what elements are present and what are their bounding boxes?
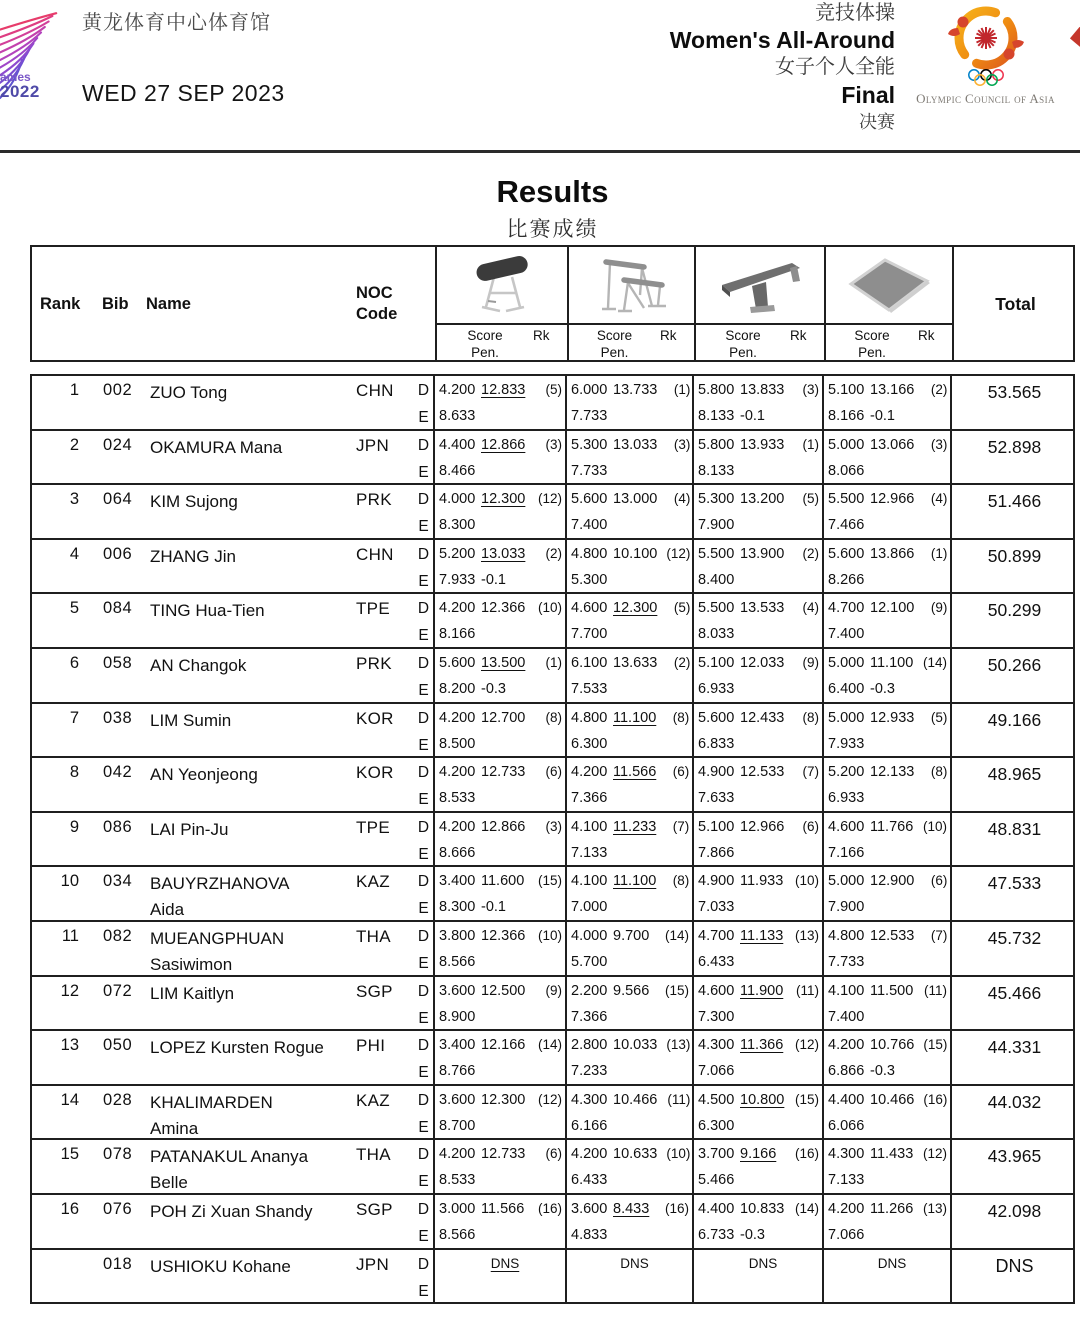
rk-label: Rk bbox=[790, 328, 807, 343]
bib-cell: 058 bbox=[103, 653, 133, 672]
total-cell: 47.533 bbox=[987, 873, 1042, 894]
de-label-cell bbox=[414, 649, 435, 704]
rank-cell: 11 bbox=[61, 926, 79, 945]
apparatus-cell-uneven-bars: 6.000 13.733 (1) 7.733 bbox=[567, 376, 694, 431]
rk-label: Rk bbox=[918, 328, 935, 343]
apparatus-cell-vault: 3.400 12.166 (14) 8.766 bbox=[435, 1031, 567, 1086]
column-header-total: Total bbox=[952, 247, 1077, 361]
apparatus-cell-floor: 4.700 12.100 (9) 7.400 bbox=[824, 594, 952, 649]
name-cell bbox=[142, 813, 350, 868]
apparatus-cell-vault: 4.200 12.700 (8) 8.500 bbox=[435, 704, 567, 759]
name-line1: KIM Sujong bbox=[150, 492, 238, 512]
d-label: D bbox=[417, 1255, 430, 1273]
e-label: E bbox=[418, 1009, 429, 1027]
apparatus-cell-balance-beam: 5.500 13.900 (2) 8.400 bbox=[694, 540, 824, 595]
total-cell: 49.166 bbox=[987, 709, 1042, 730]
bib-cell: 028 bbox=[103, 1090, 133, 1109]
de-label-cell bbox=[414, 758, 435, 813]
rank-cell: 6 bbox=[69, 653, 79, 672]
d-label: D bbox=[417, 436, 430, 454]
noc-cell: PRK bbox=[356, 653, 392, 673]
e-label: E bbox=[418, 572, 429, 590]
apparatus-cell-vault: DNS bbox=[435, 1250, 567, 1305]
name-line1: POH Zi Xuan Shandy bbox=[150, 1201, 313, 1221]
table-row bbox=[32, 1031, 1073, 1086]
phase-title-cn: 决赛 bbox=[859, 112, 895, 132]
table-row bbox=[32, 594, 1073, 649]
column-header-rank: Rank bbox=[40, 295, 81, 313]
e-label: E bbox=[418, 1118, 429, 1136]
apparatus-cell-balance-beam: 4.400 10.833 (14) 6.733 -0.3 bbox=[694, 1195, 824, 1250]
noc-cell: THA bbox=[356, 1145, 391, 1165]
olympic-rings-icon bbox=[968, 70, 1002, 85]
d-label: D bbox=[417, 927, 430, 945]
apparatus-cell-vault: 4.200 12.733 (6) 8.533 bbox=[435, 758, 567, 813]
apparatus-cell-balance-beam: 4.300 11.366 (12) 7.066 bbox=[694, 1031, 824, 1086]
de-label-cell bbox=[414, 977, 435, 1032]
e-label: E bbox=[418, 900, 429, 918]
apparatus-cell-balance-beam: 5.500 13.533 (4) 8.033 bbox=[694, 594, 824, 649]
name-line1: ZHANG Jin bbox=[150, 546, 236, 566]
floor-exercise-icon bbox=[845, 256, 933, 314]
apparatus-cell-balance-beam: 4.900 11.933 (10) 7.033 bbox=[694, 867, 824, 922]
apparatus-cell-uneven-bars: 4.100 11.233 (7) 7.133 bbox=[567, 813, 694, 868]
total-cell: 50.899 bbox=[987, 545, 1042, 566]
balance-beam-icon bbox=[712, 253, 808, 317]
e-label: E bbox=[418, 954, 429, 972]
hangzhou-2022-games-logo bbox=[0, 2, 70, 114]
rank-cell: 5 bbox=[69, 599, 79, 618]
table-row bbox=[32, 1140, 1073, 1195]
de-label-cell bbox=[414, 376, 435, 431]
total-cell: 50.299 bbox=[987, 600, 1042, 621]
total-cell: DNS bbox=[995, 1255, 1034, 1276]
name-line1: ZUO Tong bbox=[150, 383, 228, 402]
noc-cell: JPN bbox=[356, 1254, 390, 1274]
apparatus-cell-balance-beam: 5.300 13.200 (5) 7.900 bbox=[694, 485, 824, 540]
name-cell bbox=[142, 649, 350, 704]
de-label-cell bbox=[414, 1140, 435, 1195]
event-date: WED 27 SEP 2023 bbox=[82, 80, 285, 106]
total-cell: 48.831 bbox=[987, 818, 1042, 839]
header-left-cell bbox=[32, 247, 435, 361]
apparatus-cell-floor: 5.200 12.133 (8) 6.933 bbox=[824, 758, 952, 813]
noc-cell: KOR bbox=[356, 763, 394, 783]
name-cell bbox=[142, 867, 350, 922]
name-cell bbox=[142, 704, 350, 759]
total-cell: 48.965 bbox=[987, 764, 1042, 785]
e-label: E bbox=[418, 1173, 429, 1191]
apparatus-cell-floor: 4.800 12.533 (7) 7.733 bbox=[824, 922, 952, 977]
apparatus-cell-balance-beam: 5.100 12.033 (9) 6.933 bbox=[694, 649, 824, 704]
noc-cell: CHN bbox=[356, 381, 394, 400]
apparatus-cell-uneven-bars: 4.600 12.300 (5) 7.700 bbox=[567, 594, 694, 649]
noc-label-line2: Code bbox=[356, 305, 398, 323]
total-cell: 50.266 bbox=[987, 654, 1042, 675]
apparatus-cell-floor: 5.000 12.900 (6) 7.900 bbox=[824, 867, 952, 922]
de-label-cell bbox=[414, 540, 435, 595]
pen-label: Pen. bbox=[471, 345, 499, 360]
apparatus-cell-balance-beam: 4.500 10.800 (15) 6.300 bbox=[694, 1086, 824, 1141]
noc-cell: TPE bbox=[356, 599, 390, 619]
total-cell: 52.898 bbox=[987, 436, 1042, 457]
name-line1: LOPEZ Kursten Rogue bbox=[150, 1038, 324, 1058]
name-line1: OKAMURA Mana bbox=[150, 437, 283, 457]
name-line1: AN Changok bbox=[150, 655, 247, 675]
name-cell bbox=[142, 1250, 350, 1305]
bib-cell: 042 bbox=[103, 763, 133, 782]
d-label: D bbox=[417, 1146, 430, 1164]
apparatus-cell-uneven-bars: 4.800 11.100 (8) 6.300 bbox=[567, 704, 694, 759]
name-line1: TING Hua-Tien bbox=[150, 601, 265, 621]
pen-label: Pen. bbox=[729, 345, 757, 360]
games-logo-year: 2022 bbox=[0, 82, 40, 101]
name-cell bbox=[142, 1140, 350, 1195]
table-row bbox=[32, 1195, 1073, 1250]
name-cell bbox=[142, 1195, 350, 1250]
apparatus-cell-uneven-bars: 6.100 13.633 (2) 7.533 bbox=[567, 649, 694, 704]
d-label: D bbox=[417, 1037, 430, 1055]
rank-cell: 2 bbox=[69, 435, 79, 454]
name-cell bbox=[142, 1086, 350, 1141]
rank-cell: 9 bbox=[69, 817, 79, 836]
apparatus-cell-vault: 3.800 12.366 (10) 8.566 bbox=[435, 922, 567, 977]
rank-cell: 8 bbox=[69, 763, 79, 782]
apparatus-cell-floor: 5.600 13.866 (1) 8.266 bbox=[824, 540, 952, 595]
bib-cell: 072 bbox=[103, 981, 133, 1000]
clipped-right-logo bbox=[1070, 27, 1080, 48]
total-cell: 44.331 bbox=[987, 1037, 1042, 1058]
rank-cell: 1 bbox=[69, 381, 79, 399]
de-label-cell bbox=[414, 813, 435, 868]
name-cell bbox=[142, 376, 350, 431]
name-cell bbox=[142, 485, 350, 540]
e-label: E bbox=[418, 791, 429, 809]
apparatus-cell-balance-beam: 4.700 11.133 (13) 6.433 bbox=[694, 922, 824, 977]
apparatus-cell-vault: 4.200 12.833 (5) 8.633 bbox=[435, 376, 567, 431]
bib-cell: 084 bbox=[103, 599, 133, 618]
name-cell bbox=[142, 922, 350, 977]
pen-label: Pen. bbox=[858, 345, 886, 360]
apparatus-cell-uneven-bars: 5.300 13.033 (3) 7.733 bbox=[567, 431, 694, 486]
noc-cell: KAZ bbox=[356, 872, 390, 892]
d-label: D bbox=[417, 654, 430, 672]
de-label-cell bbox=[414, 1031, 435, 1086]
oca-logo bbox=[908, 2, 1063, 107]
apparatus-cell-balance-beam: 5.800 13.833 (3) 8.133 -0.1 bbox=[694, 376, 824, 431]
table-row bbox=[32, 1250, 1073, 1305]
de-label-cell bbox=[414, 431, 435, 486]
name-cell bbox=[142, 977, 350, 1032]
bib-cell: 006 bbox=[103, 544, 133, 563]
apparatus-cell-uneven-bars: 4.300 10.466 (11) 6.166 bbox=[567, 1086, 694, 1141]
apparatus-cell-vault: 5.200 13.033 (2) 7.933 -0.1 bbox=[435, 540, 567, 595]
apparatus-cell-uneven-bars: 2.200 9.566 (15) 7.366 bbox=[567, 977, 694, 1032]
apparatus-cell-vault: 3.600 12.300 (12) 8.700 bbox=[435, 1086, 567, 1141]
sport-title-cn: 竞技体操 bbox=[815, 2, 895, 24]
name-line1: LIM Kaitlyn bbox=[150, 983, 235, 1003]
apparatus-cell-balance-beam: 5.800 13.933 (1) 8.133 bbox=[694, 431, 824, 486]
bib-cell: 050 bbox=[103, 1036, 133, 1055]
apparatus-cell-uneven-bars: 5.600 13.000 (4) 7.400 bbox=[567, 485, 694, 540]
apparatus-cell-floor: 5.000 12.933 (5) 7.933 bbox=[824, 704, 952, 759]
score-label: Score bbox=[725, 328, 761, 343]
bib-cell: 078 bbox=[103, 1145, 133, 1164]
apparatus-cell-uneven-bars: 2.800 10.033 (13) 7.233 bbox=[567, 1031, 694, 1086]
apparatus-cell-vault: 4.200 12.866 (3) 8.666 bbox=[435, 813, 567, 868]
noc-cell: CHN bbox=[356, 544, 394, 564]
bib-cell: 018 bbox=[103, 1254, 133, 1273]
apparatus-cell-balance-beam: 5.100 12.966 (6) 7.866 bbox=[694, 813, 824, 868]
de-label-cell bbox=[414, 867, 435, 922]
total-cell: 42.098 bbox=[987, 1200, 1042, 1221]
total-cell: 53.565 bbox=[987, 382, 1042, 402]
header-divider bbox=[0, 150, 1080, 153]
de-label-cell bbox=[414, 485, 435, 540]
name-cell bbox=[142, 431, 350, 486]
e-label: E bbox=[418, 518, 429, 536]
results-table bbox=[30, 245, 1075, 1304]
name-cell bbox=[142, 540, 350, 595]
oca-emblem-icon bbox=[911, 2, 1061, 88]
score-label: Score bbox=[596, 328, 633, 343]
apparatus-cell-balance-beam: 3.700 9.166 (16) 5.466 bbox=[694, 1140, 824, 1195]
table-row bbox=[32, 376, 1073, 431]
apparatus-cell-balance-beam: 4.600 11.900 (11) 7.300 bbox=[694, 977, 824, 1032]
name-line2: Amina bbox=[150, 1118, 199, 1138]
e-label: E bbox=[418, 736, 429, 754]
d-label: D bbox=[417, 600, 430, 618]
bib-cell: 086 bbox=[103, 817, 133, 836]
de-label-cell bbox=[414, 594, 435, 649]
de-label-cell bbox=[414, 1086, 435, 1141]
rank-cell: 10 bbox=[60, 872, 79, 891]
rank-cell bbox=[32, 1250, 87, 1305]
total-cell: 45.466 bbox=[987, 982, 1042, 1003]
bib-cell: 002 bbox=[103, 381, 133, 399]
apparatus-cell-floor: 4.400 10.466 (16) 6.066 bbox=[824, 1086, 952, 1141]
apparatus-cell-uneven-bars: 4.100 11.100 (8) 7.000 bbox=[567, 867, 694, 922]
e-label: E bbox=[418, 627, 429, 645]
column-header-floor bbox=[824, 247, 952, 361]
apparatus-cell-uneven-bars: 4.000 9.700 (14) 5.700 bbox=[567, 922, 694, 977]
d-label: D bbox=[417, 873, 430, 891]
apparatus-cell-vault: 4.200 12.366 (10) 8.166 bbox=[435, 594, 567, 649]
event-title-cn: 女子个人全能 bbox=[775, 56, 895, 78]
name-line1: MUEANGPHUAN bbox=[150, 928, 285, 948]
name-line1: BAUYRZHANOVA bbox=[150, 874, 290, 894]
noc-cell: KOR bbox=[356, 708, 394, 728]
column-header-uneven-bars bbox=[567, 247, 694, 361]
phase-title: Final bbox=[841, 82, 895, 108]
apparatus-cell-floor: 4.200 10.766 (15) 6.866 -0.3 bbox=[824, 1031, 952, 1086]
bib-cell: 038 bbox=[103, 708, 133, 727]
rank-cell: 15 bbox=[60, 1145, 79, 1164]
rk-label: Rk bbox=[660, 328, 677, 343]
table-row bbox=[32, 704, 1073, 759]
d-label: D bbox=[417, 545, 430, 563]
name-line1: LAI Pin-Ju bbox=[150, 819, 229, 839]
apparatus-cell-uneven-bars: 4.800 10.100 (12) 5.300 bbox=[567, 540, 694, 595]
name-line1: KHALIMARDEN bbox=[150, 1092, 273, 1112]
apparatus-cell-floor: 5.000 11.100 (14) 6.400 -0.3 bbox=[824, 649, 952, 704]
noc-cell: PRK bbox=[356, 490, 392, 510]
bib-cell: 034 bbox=[103, 872, 133, 891]
page-title-cn: 比赛成绩 bbox=[506, 218, 599, 241]
apparatus-cell-floor: 4.200 11.266 (13) 7.066 bbox=[824, 1195, 952, 1250]
rank-cell: 7 bbox=[69, 708, 79, 727]
table-row bbox=[32, 1086, 1073, 1141]
apparatus-cell-balance-beam: 4.900 12.533 (7) 7.633 bbox=[694, 758, 824, 813]
name-line1: LIM Sumin bbox=[150, 710, 232, 730]
rank-cell: 12 bbox=[60, 981, 79, 1000]
apparatus-cell-vault: 3.400 11.600 (15) 8.300 -0.1 bbox=[435, 867, 567, 922]
pen-label: Pen. bbox=[600, 345, 629, 360]
apparatus-cell-vault: 4.400 12.866 (3) 8.466 bbox=[435, 431, 567, 486]
noc-cell: JPN bbox=[356, 435, 390, 455]
noc-cell: TPE bbox=[356, 817, 390, 837]
rank-cell: 13 bbox=[60, 1036, 79, 1055]
d-label: D bbox=[417, 982, 430, 1000]
e-label: E bbox=[418, 409, 429, 426]
rank-cell: 4 bbox=[69, 544, 79, 563]
name-cell bbox=[142, 1031, 350, 1086]
apparatus-cell-vault: 3.600 12.500 (9) 8.900 bbox=[435, 977, 567, 1032]
event-title-block bbox=[670, 0, 895, 135]
name-line2: Belle bbox=[150, 1173, 188, 1193]
noc-cell: KAZ bbox=[356, 1090, 390, 1110]
apparatus-cell-balance-beam: 5.600 12.433 (8) 6.833 bbox=[694, 704, 824, 759]
table-row bbox=[32, 485, 1073, 540]
apparatus-cell-vault: 5.600 13.500 (1) 8.200 -0.3 bbox=[435, 649, 567, 704]
apparatus-cell-floor: 5.100 13.166 (2) 8.166 -0.1 bbox=[824, 376, 952, 431]
noc-cell: PHI bbox=[356, 1036, 386, 1056]
name-cell bbox=[142, 758, 350, 813]
noc-cell: THA bbox=[356, 926, 391, 946]
d-label: D bbox=[417, 709, 430, 727]
column-header-name: Name bbox=[146, 295, 191, 313]
table-row bbox=[32, 431, 1073, 486]
apparatus-cell-floor: 5.500 12.966 (4) 7.466 bbox=[824, 485, 952, 540]
rank-cell: 14 bbox=[60, 1090, 79, 1109]
de-label-cell bbox=[414, 704, 435, 759]
total-cell: 43.965 bbox=[987, 1146, 1042, 1167]
title-block bbox=[30, 174, 1075, 243]
name-line1: AN Yeonjeong bbox=[150, 765, 258, 785]
e-label: E bbox=[418, 1282, 429, 1300]
e-label: E bbox=[418, 681, 429, 699]
d-label: D bbox=[417, 1200, 430, 1218]
column-header-bib: Bib bbox=[102, 295, 129, 313]
bib-cell: 064 bbox=[103, 490, 133, 509]
event-title: Women's All-Around bbox=[669, 27, 895, 53]
bib-cell: 024 bbox=[103, 435, 133, 454]
apparatus-cell-uneven-bars: 3.600 8.433 (16) 4.833 bbox=[567, 1195, 694, 1250]
e-label: E bbox=[418, 845, 429, 863]
e-label: E bbox=[418, 463, 429, 481]
apparatus-cell-floor: 4.600 11.766 (10) 7.166 bbox=[824, 813, 952, 868]
page-title: Results bbox=[496, 174, 609, 209]
table-row bbox=[32, 540, 1073, 595]
bib-cell: 082 bbox=[103, 926, 133, 945]
total-cell: 44.032 bbox=[987, 1091, 1042, 1112]
apparatus-cell-floor: 5.000 13.066 (3) 8.066 bbox=[824, 431, 952, 486]
table-row bbox=[32, 813, 1073, 868]
d-label: D bbox=[417, 764, 430, 782]
e-label: E bbox=[418, 1064, 429, 1082]
name-cell bbox=[142, 594, 350, 649]
name-line2: Sasiwimon bbox=[150, 954, 233, 974]
rk-label: Rk bbox=[533, 328, 550, 343]
apparatus-cell-uneven-bars: DNS bbox=[567, 1250, 694, 1305]
games-logo-text: ames bbox=[0, 70, 31, 84]
column-header-vault bbox=[435, 247, 567, 361]
apparatus-cell-uneven-bars: 4.200 11.566 (6) 7.366 bbox=[567, 758, 694, 813]
apparatus-cell-uneven-bars: 4.200 10.633 (10) 6.433 bbox=[567, 1140, 694, 1195]
noc-cell: SGP bbox=[356, 1199, 393, 1219]
rank-cell: 3 bbox=[69, 490, 79, 509]
table-row bbox=[32, 758, 1073, 813]
d-label: D bbox=[417, 818, 430, 836]
noc-cell: SGP bbox=[356, 981, 393, 1001]
rank-cell: 16 bbox=[60, 1199, 79, 1218]
name-line1: USHIOKU Kohane bbox=[150, 1256, 291, 1276]
score-label: Score bbox=[467, 328, 503, 343]
venue-name: 黄龙体育中心体育馆 bbox=[82, 12, 271, 34]
results-rows bbox=[30, 374, 1075, 1304]
table-header bbox=[30, 245, 1075, 362]
total-cell: 51.466 bbox=[987, 491, 1042, 512]
table-row bbox=[32, 867, 1073, 922]
uneven-bars-icon bbox=[586, 253, 678, 317]
apparatus-cell-floor: 4.300 11.433 (12) 7.133 bbox=[824, 1140, 952, 1195]
d-label: D bbox=[417, 382, 430, 399]
column-header-balance-beam bbox=[694, 247, 824, 361]
apparatus-cell-floor: 4.100 11.500 (11) 7.400 bbox=[824, 977, 952, 1032]
apparatus-cell-vault: 4.000 12.300 (12) 8.300 bbox=[435, 485, 567, 540]
de-label-cell bbox=[414, 922, 435, 977]
name-line1: PATANAKUL Ananya bbox=[150, 1147, 309, 1167]
total-cell: 45.732 bbox=[987, 927, 1042, 948]
d-label: D bbox=[417, 1091, 430, 1109]
table-row bbox=[32, 649, 1073, 704]
de-label-cell bbox=[414, 1250, 435, 1305]
vault-icon bbox=[462, 253, 542, 317]
noc-label-line1: NOC bbox=[356, 284, 393, 302]
name-line2: Aida bbox=[150, 900, 185, 920]
oca-label: Olympic Council of Asia bbox=[916, 91, 1055, 106]
table-row bbox=[32, 977, 1073, 1032]
d-label: D bbox=[417, 491, 430, 509]
apparatus-cell-vault: 4.200 12.733 (6) 8.533 bbox=[435, 1140, 567, 1195]
column-header-noc bbox=[356, 283, 397, 325]
apparatus-cell-floor: DNS bbox=[824, 1250, 952, 1305]
table-row bbox=[32, 922, 1073, 977]
e-label: E bbox=[418, 1227, 429, 1245]
de-label-cell bbox=[414, 1195, 435, 1250]
apparatus-cell-vault: 3.000 11.566 (16) 8.566 bbox=[435, 1195, 567, 1250]
score-label: Score bbox=[854, 328, 890, 343]
apparatus-cell-balance-beam: DNS bbox=[694, 1250, 824, 1305]
bib-cell: 076 bbox=[103, 1199, 133, 1218]
